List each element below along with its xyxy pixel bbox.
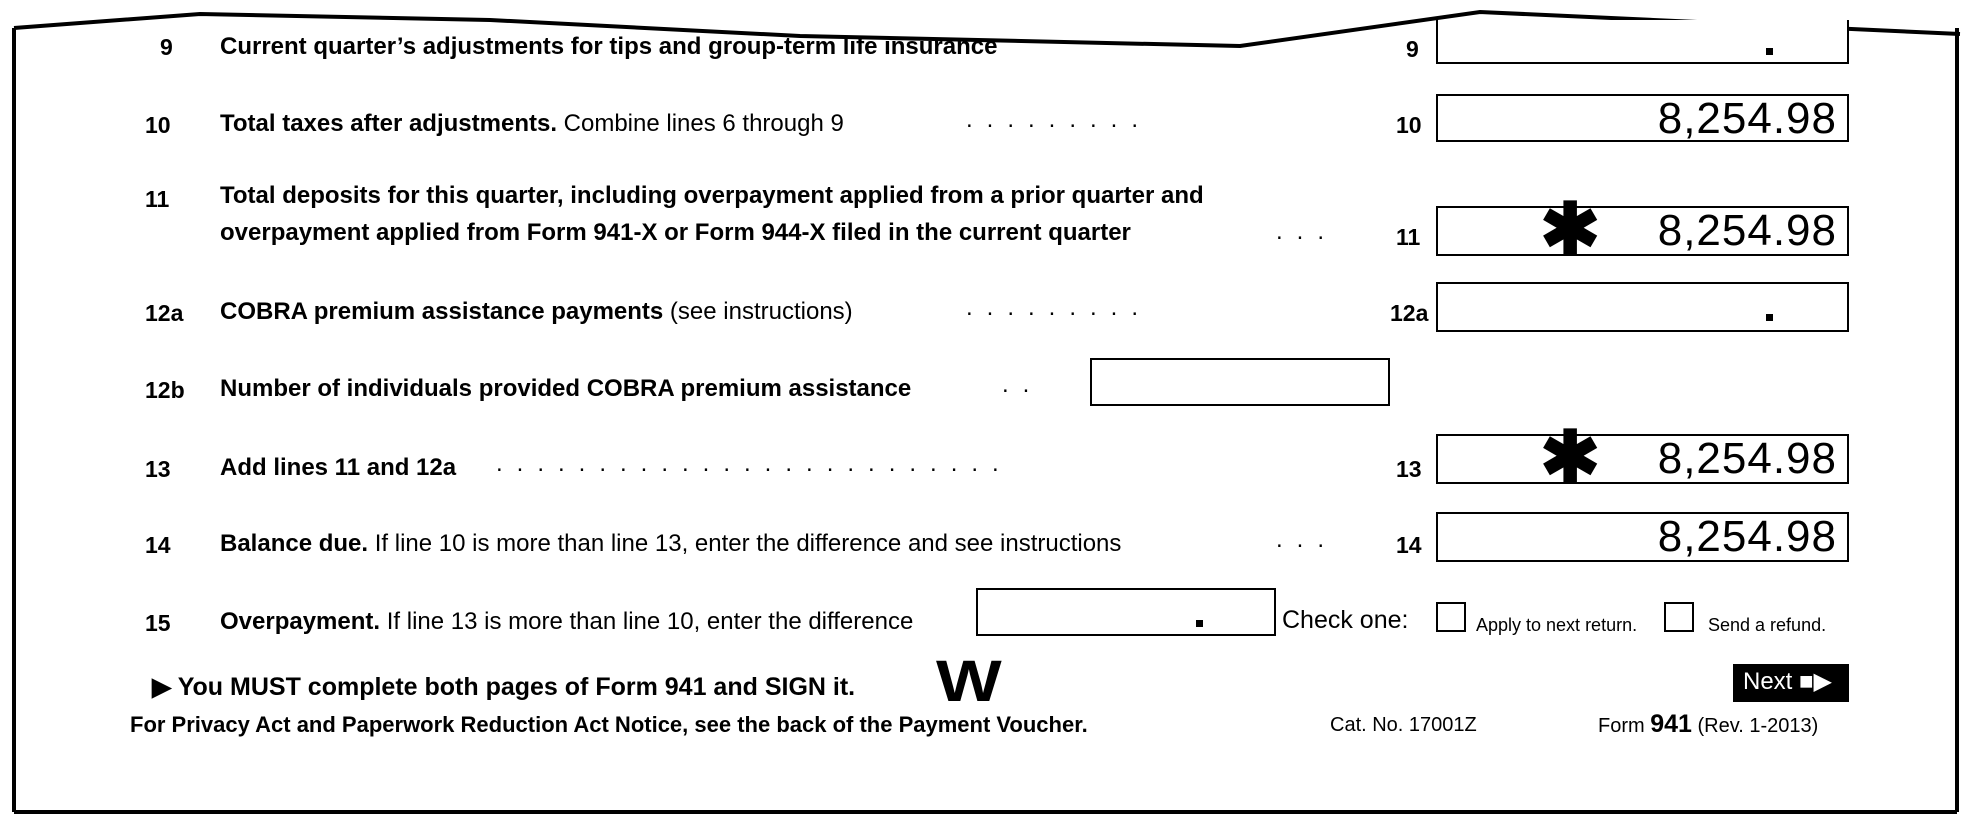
line-13-amount-field[interactable]: 8,254.98 [1436,434,1849,484]
line-9-number: 9 [160,34,173,60]
leader-dots: ... [1276,526,1339,553]
leader-dots: ......... [966,294,1153,321]
line-10-ref: 10 [1396,112,1422,138]
line-9-label: Current quarter’s adjustments for tips and group-term life insurance [220,33,998,60]
leader-dots: .. [1002,371,1044,398]
line-12b-label: Number of individuals provided COBRA premium assistance [220,375,912,402]
apply-to-next-return-label: Apply to next return. [1476,615,1638,635]
line-9-amount-field[interactable] [1436,20,1849,64]
line-9-ref: 9 [1406,36,1419,62]
line-15-amount-field[interactable] [976,588,1276,636]
line-12b-count-field[interactable] [1090,358,1390,406]
next-button[interactable]: Next ■▶ [1733,664,1849,702]
line-14-ref: 14 [1396,532,1422,558]
line-11-number: 11 [145,186,170,212]
decimal-point [1196,620,1203,627]
line-13-ref: 13 [1396,456,1422,482]
handwritten-initial: W [936,649,1002,714]
catalog-number: Cat. No. 17001Z [1330,714,1477,736]
line-11-ref: 11 [1396,224,1421,250]
asterisk-mark: ✱ [1540,190,1601,270]
form-identifier: Form 941 (Rev. 1-2013) [1598,710,1819,738]
line-15-number: 15 [145,610,171,636]
check-one-label: Check one: [1282,606,1409,634]
send-refund-checkbox[interactable] [1664,602,1694,632]
line-15-label: Overpayment. If line 13 is more than line 10, enter the difference [220,608,914,635]
line-13-number: 13 [145,456,171,482]
line-13-label: Add lines 11 and 12a [220,454,457,481]
line-11-label-line2: overpayment applied from Form 941-X or Form 944-X filed in the current quarter [220,219,1131,246]
line-12a-ref: 12a [1390,300,1429,326]
decimal-point [1766,48,1773,55]
line-14-label: Balance due. If line 10 is more than line 13, enter the difference and see instructions [220,530,1122,557]
apply-to-next-return-checkbox[interactable] [1436,602,1466,632]
line-12b-number: 12b [145,377,185,403]
privacy-notice: For Privacy Act and Paperwork Reduction Act Notice, see the back of the Payment Voucher. [130,712,1088,737]
line-14-number: 14 [145,532,171,558]
leader-dots: ......... [966,106,1153,133]
leader-dots: ... [1276,218,1339,245]
line-10-label: Total taxes after adjustments. Combine lines 6 through 9 [220,110,844,137]
send-refund-label: Send a refund. [1708,615,1827,635]
line-12a-number: 12a [145,300,184,326]
decimal-point [1766,314,1773,321]
line-12a-label: COBRA premium assistance payments (see instructions) [220,298,853,325]
line-11-amount-field[interactable]: 8,254.98 [1436,206,1849,256]
line-12a-amount-field[interactable] [1436,282,1849,332]
line-11-label-line1: Total deposits for this quarter, including overpayment applied from a prior quarter and [220,182,1204,209]
line-10-amount-field[interactable]: 8,254.98 [1436,94,1849,142]
must-complete-notice: ▶ You MUST complete both pages of Form 941 and SIGN it. [152,673,856,701]
line-10-number: 10 [145,112,171,138]
leader-dots: ......................... [496,450,1013,477]
line-14-amount-field[interactable]: 8,254.98 [1436,512,1849,562]
asterisk-mark: ✱ [1540,418,1601,498]
